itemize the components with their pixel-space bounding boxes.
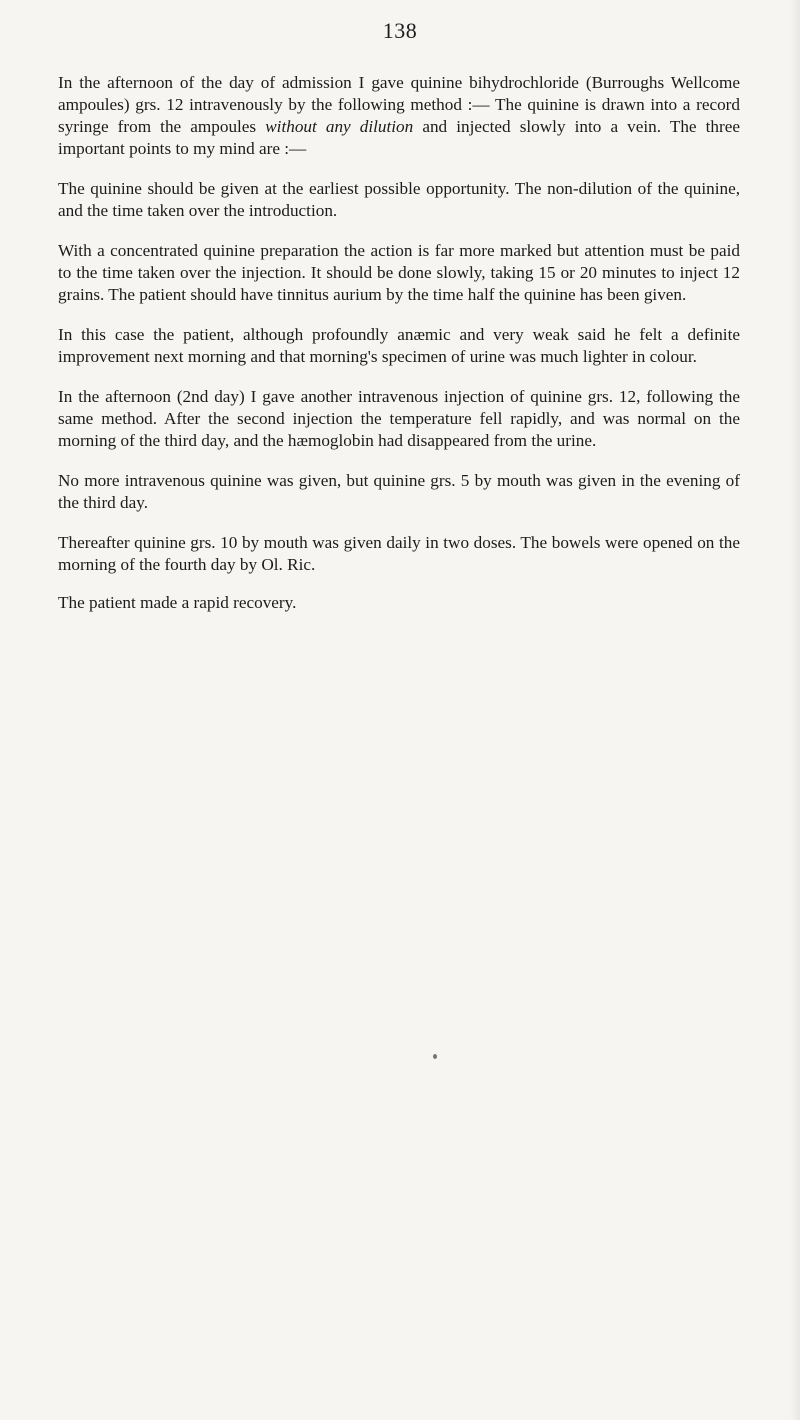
paragraph-improvement: In this case the patient, although profoundly anæmic and very weak said he felt a definite improvement next morning and that morning's specimen of urine was much lighter in colour. [58, 325, 740, 366]
page-edge-shadow [790, 0, 800, 1420]
emphasis-without-dilution: without any dilution [265, 117, 414, 136]
paper-speck [433, 1054, 437, 1059]
paragraph-method-text-1: In the afternoon of the day of admission I gave quinine bihydrochloride (Burroughs Wellcome ampoules) grs. 12 intravenously by the following method :— The quinine is drawn into a record syringe from the ampoules [58, 73, 740, 136]
paragraph-method-text-2: and injected slowly into a vein. The three important points to my mind are :— [58, 117, 740, 158]
paragraph-second-injection: In the afternoon (2nd day) I gave another intravenous injection of quinine grs. 12, following the same method. After the second injection the temperature fell rapidly, and was normal on the morning of the third day, and the hæmoglobin had disappeared from the urine. [58, 387, 740, 450]
paragraph-important-points: The quinine should be given at the earliest possible opportunity. The non-dilution of the quinine, and the time taken over the introduction. [58, 179, 740, 220]
paragraph-method [58, 72, 740, 160]
body-text [58, 72, 740, 632]
paragraph-concentrated-preparation: With a concentrated quinine preparation the action is far more marked but attention must be paid to the time taken over the injection. It should be done slowly, taking 15 or 20 minutes to inject 12 grains. The patient should have tinnitus aurium by the time half the quinine has been given. [58, 241, 740, 304]
paragraph-recovery: The patient made a rapid recovery. [58, 593, 297, 612]
paragraph-oral-quinine: No more intravenous quinine was given, but quinine grs. 5 by mouth was given in the evening of the third day. [58, 471, 740, 512]
paragraph-daily-doses: Thereafter quinine grs. 10 by mouth was given daily in two doses. The bowels were opened on the morning of the fourth day by Ol. Ric. [58, 533, 740, 574]
page-number: 138 [382, 18, 418, 43]
